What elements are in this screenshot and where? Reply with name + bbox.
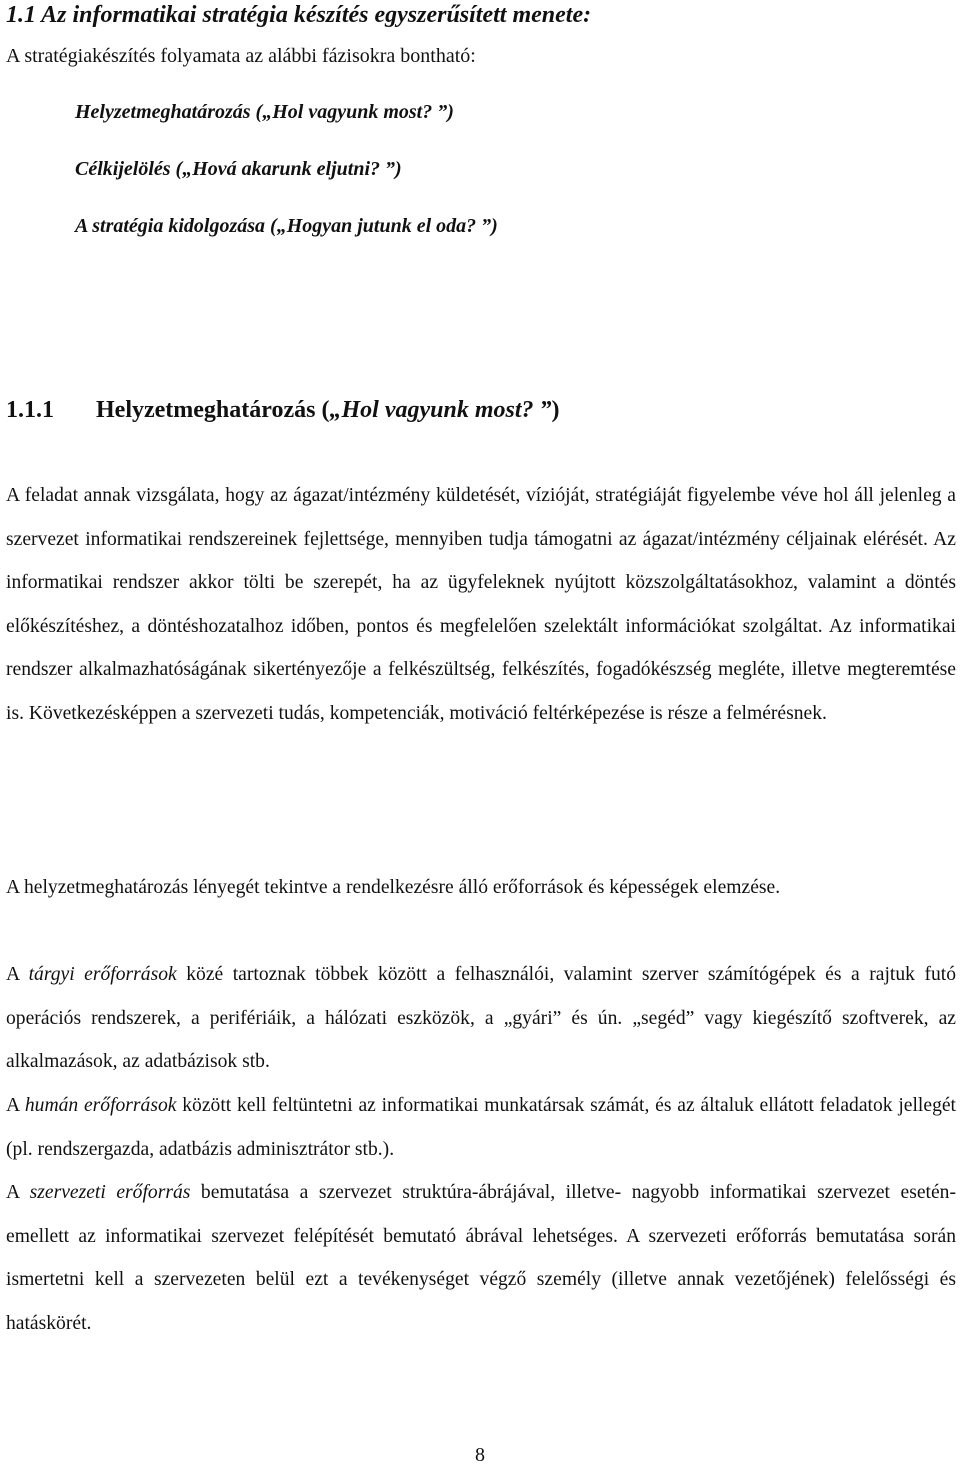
phase-item-1: Helyzetmeghatározás („Hol vagyunk most? ”): [75, 101, 454, 123]
paragraph-org-pre: A: [6, 1182, 30, 1203]
subsection-title-post: ): [551, 397, 560, 423]
term-tangible-resources: tárgyi erőforrások: [28, 964, 177, 985]
paragraph-human-resources: [6, 1084, 956, 1171]
subsection-number: 1.1.1: [6, 397, 54, 423]
paragraph-tangible-body: közé tartoznak többek között a felhasználói, valamint szerver számítógépek és a rajtuk futó operációs rendszerek, a perifériáik, a hálózati eszközök, a „gyári” és ún. „segéd” vagy kiegészítő szoftverek, az alkalmazások, az adatbázisok stb.: [6, 964, 957, 1073]
section-heading: 1.1 Az informatikai stratégia készítés egyszerűsített menete:: [6, 2, 592, 28]
paragraph-human-body: között kell feltüntetni az informatikai munkatársak számát, és az általuk ellátott feladatok jellegét (pl. rendszergazda, adatbázis adminisztrátor stb.).: [6, 1095, 957, 1160]
subsection-title-pre: Helyzetmeghatározás (: [96, 397, 330, 423]
intro-text: A stratégiakészítés folyamata az alábbi fázisokra bontható:: [6, 45, 476, 67]
term-organizational-resource: szervezeti erőforrás: [29, 1182, 191, 1203]
term-human-resources: humán erőforrások: [24, 1095, 177, 1116]
paragraph-situation-analysis: A feladat annak vizsgálata, hogy az ágazat/intézmény küldetését, vízióját, stratégiáját figyelembe véve hol áll jelenleg a szervezet informatikai rendszereinek fejlettsége, mennyiben tudja támogatni az ágazat/intézmény céljainak elérését. Az informatikai rendszer akkor tölti be szerepét, ha az ügyfeleknek nyújtott közszolgáltatásokhoz, valamint a döntés előkészítéshez, a döntéshozatalhoz időben, pontos és megfelelően szelektált információkat szolgáltat. Az informatikai rendszer alkalmazhatóságának sikertényezője a felkészültség, felkészítés, fogadókészség megléte, illetve megteremtése is. Következésképpen a szervezeti tudás, kompetenciák, motiváció feltérképezése is része a felmérésnek.: [6, 485, 956, 724]
phase-item-3: A stratégia kidolgozása („Hogyan jutunk el oda? ”): [75, 215, 498, 237]
phase-item-2: Célkijelölés („Hová akarunk eljutni? ”): [75, 158, 402, 180]
subsection-title-italic: „Hol vagyunk most? ”: [329, 397, 552, 423]
paragraph-tangible-pre: A: [6, 964, 29, 985]
page-number: 8: [475, 1444, 485, 1466]
paragraph-human-pre: A: [6, 1095, 25, 1116]
paragraph-tangible-resources: [6, 953, 956, 1084]
paragraph-org-body: bemutatása a szervezet struktúra-ábrájával, illetve- nagyobb informatikai szervezet esetén- emellett az informatikai szervezet felépítését bemutató ábrával lehetséges. A szervezeti erőforrás bemutatása során ismertetni kell a szervezeten belül ezt a tevékenységet végző személy (illetve annak vezetőjének) felelősségi és hatáskörét.: [6, 1182, 957, 1334]
paragraph-resources-summary: A helyzetmeghatározás lényegét tekintve a rendelkezésre álló erőforrások és képességek elemzése.: [6, 877, 781, 898]
subsection-heading: [6, 394, 560, 426]
paragraph-organizational-resources: [6, 1171, 956, 1345]
